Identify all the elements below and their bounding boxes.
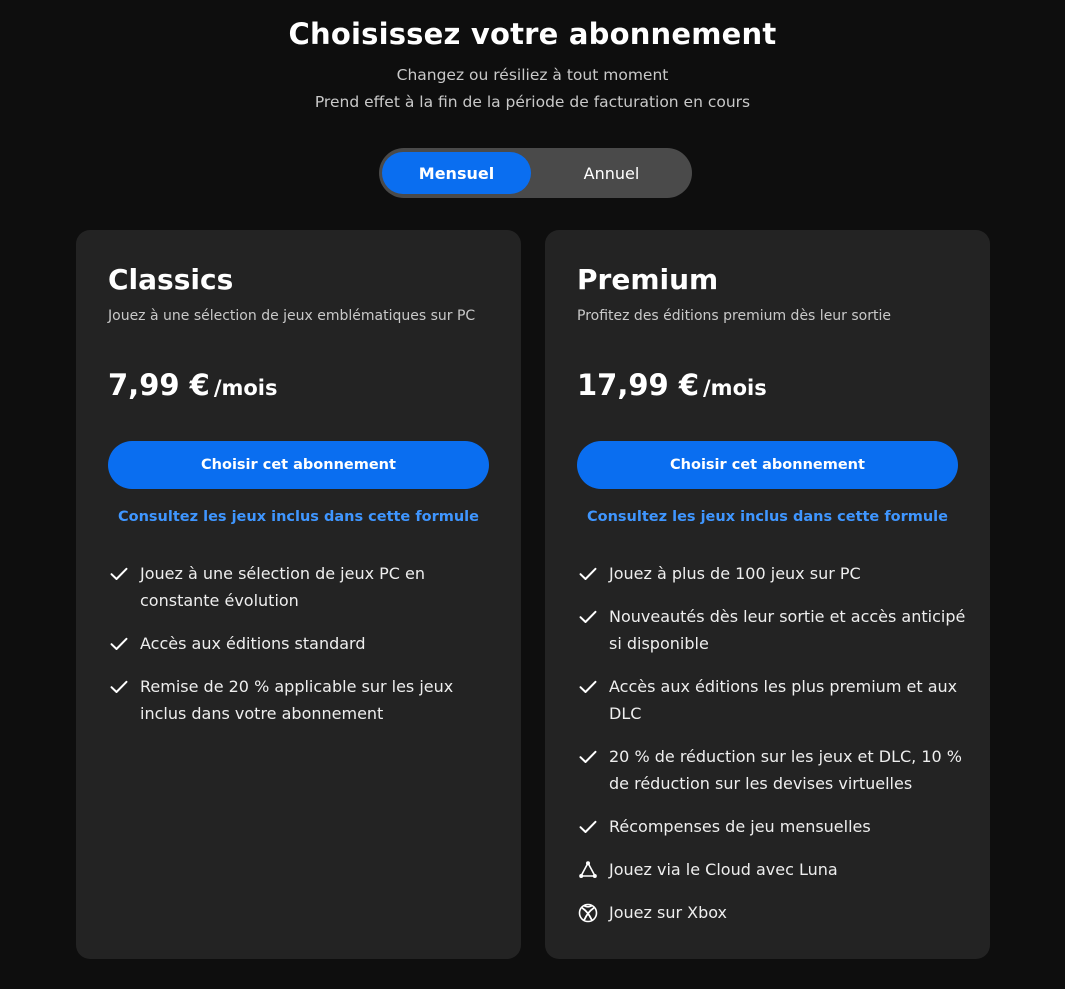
feature-text: Récompenses de jeu mensuelles — [609, 817, 871, 836]
feature-item — [577, 813, 967, 840]
check-icon — [577, 606, 599, 628]
feature-text: Jouez à plus de 100 jeux sur PC — [609, 564, 861, 583]
feature-text: Jouez à une sélection de jeux PC en constante évolution — [140, 564, 426, 610]
monthly-option[interactable]: Mensuel — [382, 152, 531, 194]
price-amount: 17,99 € — [577, 368, 700, 402]
choose-plan-button[interactable]: Choisir cet abonnement — [577, 441, 958, 489]
plan-description: Jouez à une sélection de jeux emblématiques sur PC — [108, 308, 476, 324]
plan-name: Classics — [108, 263, 234, 296]
feature-item — [108, 673, 498, 727]
check-icon — [108, 563, 130, 585]
feature-item — [577, 743, 967, 797]
subtitle-billing-effect: Prend effet à la fin de la période de facturation en cours — [314, 93, 751, 111]
price-amount: 7,99 € — [108, 368, 210, 402]
check-icon — [577, 816, 599, 838]
xbox-icon — [577, 902, 599, 924]
check-icon — [577, 746, 599, 768]
view-included-games-link[interactable]: Consultez les jeux inclus dans cette formule — [118, 509, 479, 525]
price-unit: /mois — [213, 376, 278, 400]
choose-plan-button[interactable]: Choisir cet abonnement — [108, 441, 489, 489]
plan-name: Premium — [577, 263, 719, 296]
feature-text: Jouez sur Xbox — [609, 903, 727, 922]
feature-item — [577, 603, 967, 657]
feature-text: Accès aux éditions standard — [140, 634, 366, 653]
feature-text: Remise de 20 % applicable sur les jeux inclus dans votre abonnement — [140, 677, 454, 723]
annual-option[interactable]: Annuel — [583, 163, 640, 183]
feature-item — [577, 856, 967, 883]
feature-text: Accès aux éditions les plus premium et aux DLC — [609, 677, 958, 723]
feature-text: Jouez via le Cloud avec Luna — [609, 860, 838, 879]
feature-item — [108, 560, 498, 614]
check-icon — [108, 633, 130, 655]
billing-period-toggle — [379, 148, 692, 198]
feature-list — [108, 560, 498, 743]
plan-price — [108, 368, 278, 402]
feature-item — [577, 673, 967, 727]
price-unit: /mois — [703, 376, 767, 400]
check-icon — [577, 563, 599, 585]
view-included-games-link[interactable]: Consultez les jeux inclus dans cette formule — [587, 509, 948, 525]
check-icon — [108, 676, 130, 698]
subtitle-change-cancel: Changez ou résiliez à tout moment — [396, 66, 669, 84]
plan-card-classics — [76, 230, 521, 959]
luna-icon — [577, 859, 599, 881]
page-title: Choisissez votre abonnement — [288, 17, 777, 51]
plan-card-premium — [545, 230, 990, 959]
plan-price — [577, 368, 767, 402]
feature-item — [108, 630, 498, 657]
plan-description: Profitez des éditions premium dès leur sortie — [577, 308, 891, 324]
feature-text: 20 % de réduction sur les jeux et DLC, 10 % de réduction sur les devises virtuelles — [609, 747, 962, 793]
check-icon — [577, 676, 599, 698]
feature-text: Nouveautés dès leur sortie et accès anticipé si disponible — [609, 607, 966, 653]
feature-item — [577, 560, 967, 587]
feature-list — [577, 560, 967, 942]
feature-item — [577, 899, 967, 926]
